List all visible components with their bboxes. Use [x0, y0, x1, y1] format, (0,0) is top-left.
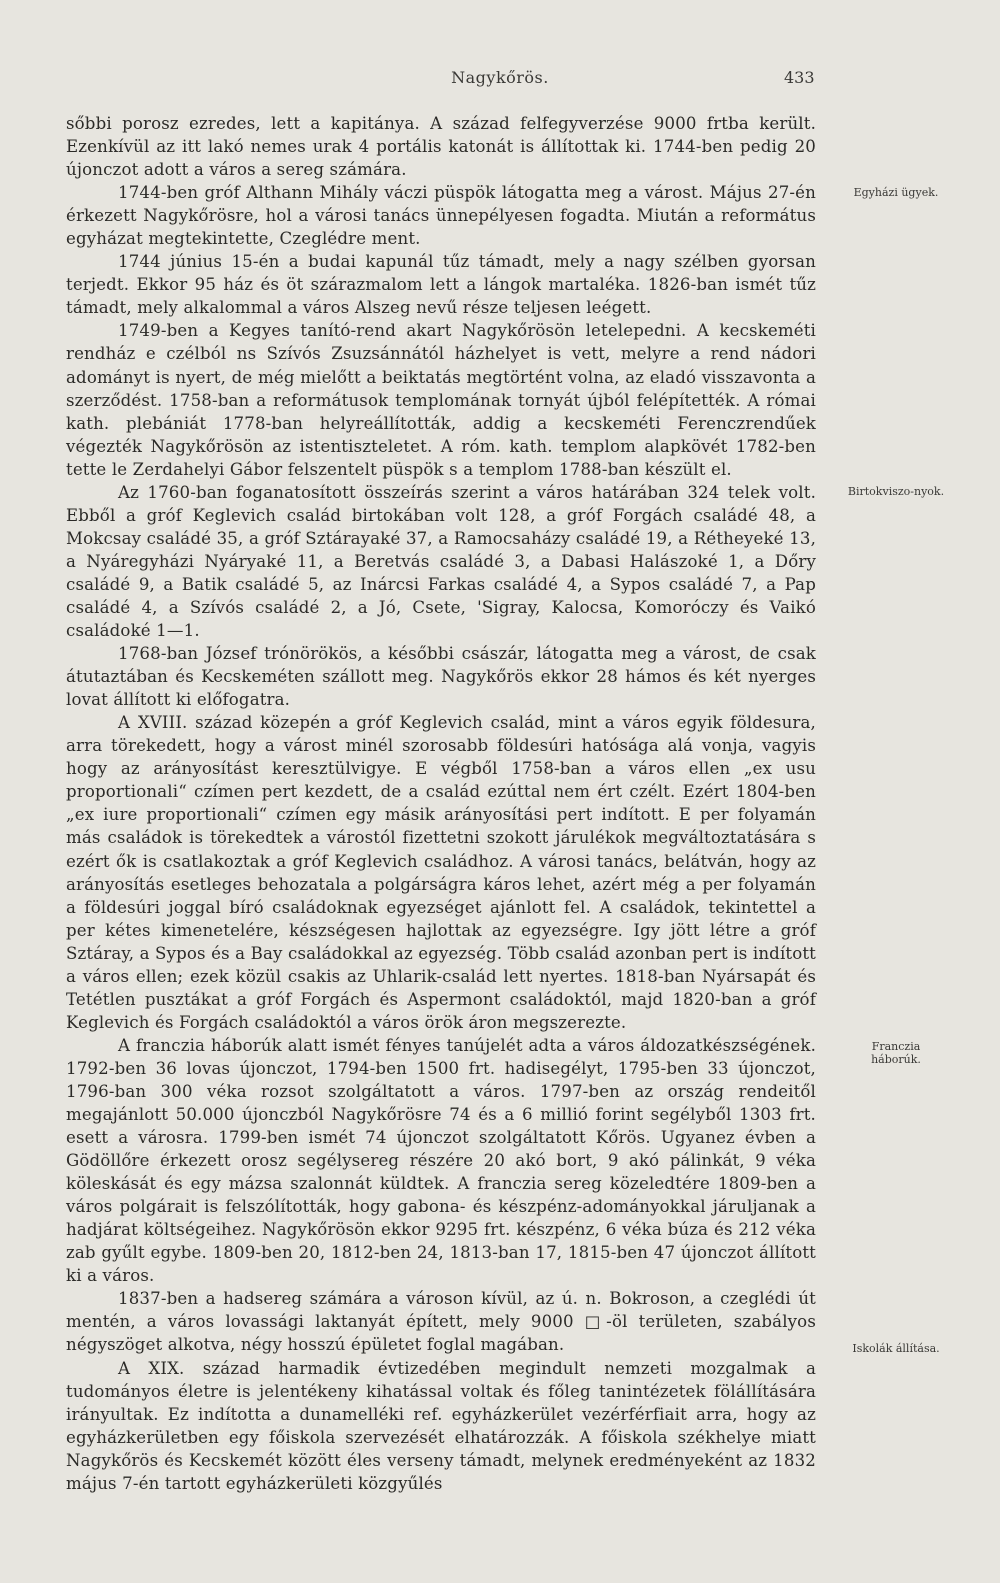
page-number: 433 [784, 68, 815, 87]
paragraph: 1768-ban József trónörökös, a későbbi császár, látogatta meg a várost, de csak átutaztában és Kecskeméten szállott meg. Nagykőrös ekkor 28 hámos és két nyerges lovat állított ki előfogatra. [66, 644, 816, 710]
page-header [0, 68, 1000, 92]
paragraph: A XIX. század harmadik évtizedében megindult nemzeti mozgalmak a tudományos életre is jelentékeny kihatással voltak és főleg tanintézetek fölállítására irányultak. Ez indította a dunamelléki ref. egyházkerület vezérférfiait arra, hogy az egyházkerületben egy főiskola szervezését elhatározzák. A főiskola székhelye miatt Nagykőrös és Kecskemét között éles verseny támadt, melynek eredményeként az 1832 május 7-én tartott egyházkerületi közgyűlés [66, 1358, 816, 1493]
paragraph: Az 1760-ban foganatosított összeírás szerint a város határában 324 telek volt. Ebből a gróf Keglevich család birtokában volt 128, a gróf Forgách családé 48, a Mokcsay családé 35, a gróf Sztárayaké 37, a Ramocsaházy családé 19, a Rétheyeké 13, a Nyáregyházi Nyáryaké 11, a Beretvás családé 3, a Dabasi Halászoké 1, a Dőry családé 9, a Batik családé 5, az Inárcsi Farkas családé 4, a Sypos családé 7, a Pap családé 4, a Szívós családé 2, a Jó, Csete, 'Sigray, Kalocsa, Komoróczy és Vaikó családoké 1—1. [66, 482, 816, 641]
paragraph: sőbbi porosz ezredes, lett a kapitánya. A század felfegyverzése 9000 frtba került. Ezenkívül az itt lakó nemes urak 4 portális katonát is állítottak ki. 1744-ben pedig 20 újonczot adott a város a sereg számára. [66, 114, 816, 180]
margin-note-birtokviszonyok: Birtokviszo-nyok. [847, 485, 945, 498]
paragraph: A XVIII. század közepén a gróf Keglevich család, mint a város egyik földesura, arra törekedett, hogy a várost minél szorosabb földesúri hatósága alá vonja, vagyis hogy az arányosítást keresztülvigye. E végből 1758-ban a város ellen „ex usu proportionali“ czímen pert kezdett, de a család ezúttal nem ért czélt. Ezért 1804-ben „ex iure proportionali“ czímen egy másik arányosítási pert indított. E per folyamán más családok is törekedtek a várostól fizettetni szokott járulékok megváltoztatására s ezért ők is csatlakoztak a gróf Keglevich családhoz. A városi tanács, belátván, hogy az arányosítás esetleges behozatala a polgárságra káros lehet, azért még a per folyamán a földesúri joggal bíró családoknak egyezséget ajánlott fel. A családok, tekintettel a per kétes kimenetelére, készségesen hajlottak az egyezségre. Igy jött létre a gróf Sztáray, a Sypos és a Bay családokkal az egyezség. Több család azonban pert is indított a város ellen; ezek közül csakis az Uhlarik-család lett nyertes. 1818-ban Nyársapát és Tetétlen pusztákat a gróf Forgách és Aspermont családoktól, majd 1820-ban a gróf Keglevich és Forgách családoktól a város örök áron megszerezte. [66, 713, 816, 1032]
margin-note-egyhazi-ugyek: Egyházi ügyek. [853, 186, 939, 199]
margin-note-franczia-haboruk: Franczia háborúk. [871, 1040, 921, 1066]
margin-note-iskolak-allitasa: Iskolák állítása. [852, 1342, 940, 1355]
paragraph: A franczia háborúk alatt ismét fényes tanújelét adta a város áldozatkészségének. 1792-ben 36 lovas újonczot, 1794-ben 1500 frt. hadisegélyt, 1795-ben 33 újonczot, 1796-ban 300 véka rozsot szolgáltatott a város. 1797-ben az ország rendeitől megajánlott 50.000 újonczból Nagykőrösre 74 és a 6 millió forint segélyből 1303 frt. esett a városra. 1799-ben ismét 74 újonczot szolgáltatott Kőrös. Ugyanez évben a Gödöllőre érkezett orosz segélysereg részére 20 akó bort, 9 akó pálinkát, 9 véka köleskását és egy mázsa szalonnát küldtek. A franczia sereg közeledtére 1809-ben a város polgárait is felszólították, hogy gabona- és készpénz-adományokkal járuljanak a hadjárat költségeihez. Nagykőrösön ekkor 9295 frt. készpénz, 6 véka búza és 212 véka zab gyűlt egybe. 1809-ben 20, 1812-ben 24, 1813-ban 17, 1815-ben 47 újonczot állított ki a város. [66, 1035, 816, 1286]
paragraph: 1744 június 15-én a budai kapunál tűz támadt, mely a nagy szélben gyorsan terjedt. Ekkor 95 ház és öt szárazmalom lett a lángok martaléka. 1826-ban ismét tűz támadt, mely alkalommal a város Alszeg nevű része teljesen leégett. [66, 252, 816, 318]
paragraph: 1744-ben gróf Althann Mihály váczi püspök látogatta meg a várost. Május 27-én érkezett Nagykőrösre, hol a városi tanács ünnepélyesen fogadta. Miután a református egyházat megtekintette, Czeglédre ment. [66, 183, 816, 249]
body-text [66, 112, 816, 1495]
paragraph: 1749-ben a Kegyes tanító-rend akart Nagykőrösön letelepedni. A kecskeméti rendház e czélból ns Szívós Zsuzsánnától házhelyet is vett, melyre a rend nádori adományt is nyert, de még mielőtt a beiktatás megtörtént volna, az eladó visszavonta a szerződést. 1758-ban a reformátusok templomának tornyát újból felépítették. A római kath. plebániát 1778-ban helyreállították, addig a kecskeméti Ferenczrendűek végezték Nagykőrösön az istentiszteletet. A róm. kath. templom alapkövét 1782-ben tette le Zerdahelyi Gábor felszentelt püspök s a templom 1788-ban készült el. [66, 321, 816, 479]
running-title: Nagykőrös. [451, 68, 549, 87]
paragraph: 1837-ben a hadsereg számára a városon kívül, az ú. n. Bokroson, a czeglédi út mentén, a város lovassági laktanyát épített, mely 9000 □-öl területen, szabályos négyszöget alkotva, négy hosszú épületet foglal magában. [66, 1289, 816, 1355]
